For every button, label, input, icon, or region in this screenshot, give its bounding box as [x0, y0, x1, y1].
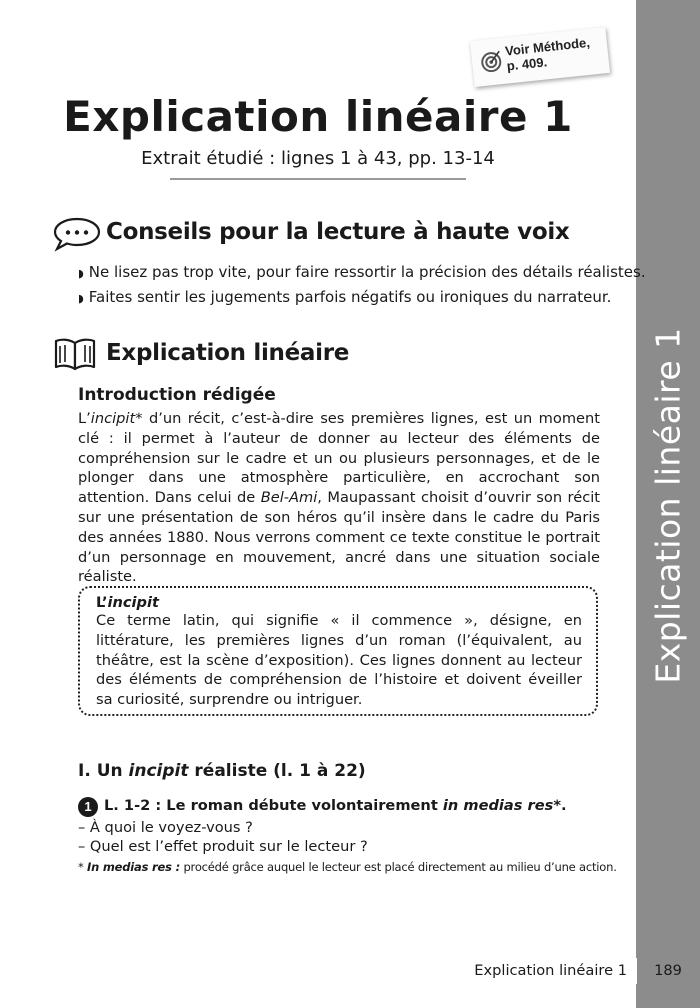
section-title-explication: Explication linéaire — [106, 340, 350, 366]
definition-heading-prefix: L’ — [96, 594, 108, 611]
part-heading — [78, 761, 366, 781]
footnote — [78, 860, 617, 874]
page-number: 189 — [654, 962, 682, 979]
question-number-badge: 1 — [78, 797, 98, 817]
bullet-text-2: Faites sentir les jugements parfois négatifs ou ironiques du narrateur. — [88, 288, 612, 306]
arrow-bullet-icon: ◗ — [78, 292, 84, 305]
bullet-item-1 — [78, 262, 646, 284]
definition-heading — [96, 594, 159, 611]
intro-em-incipit: incipit — [90, 410, 136, 427]
page-title: Explication linéaire 1 — [63, 92, 573, 141]
footer-label: Explication linéaire 1 — [474, 962, 627, 979]
target-icon — [479, 49, 503, 73]
question-title-end: *. — [553, 797, 567, 814]
question-sub-1: – À quoi le voyez-vous ? — [78, 819, 253, 836]
title-rule — [170, 178, 466, 180]
intro-em-belami: Bel-Ami — [260, 489, 318, 507]
side-title-text: Explication linéaire 1 — [648, 326, 688, 684]
arrow-bullet-icon: ◗ — [78, 267, 84, 280]
side-title — [636, 326, 700, 684]
question-title-em: in medias res — [442, 797, 554, 814]
definition-text: Ce terme latin, qui signifie « il commence », désigne, en littérature, les premières lignes d’un roman (l’équivalent, au théâtre, est la scène d’exposition). Ces lignes donnent au lecteur des éléments de compréhension de l’histoire et doivent éveiller sa curiosité, surprendre ou intriguer. — [96, 612, 582, 709]
intro-text-2: * d’un récit, c’est-à-dire ses premières lignes, est un moment clé : il permet à l’auteur de donner au lecteur des éléments de compréhension sur le cadre et un ou plusieurs personnages, et de le plonger dans une atmosphère particulière, en accrochant son attention. Dans celui de — [78, 410, 600, 507]
part-heading-prefix: I. Un — [78, 761, 129, 781]
intro-heading: Introduction rédigée — [78, 385, 276, 405]
footnote-star: * — [78, 860, 88, 874]
footnote-term: In medias res : — [87, 860, 180, 874]
method-note-line1: Voir Méthode, — [504, 34, 591, 59]
method-note — [470, 27, 610, 87]
part-heading-em: incipit — [128, 761, 189, 781]
bullet-text-1: Ne lisez pas trop vite, pour faire ressortir la précision des détails réalistes. — [88, 263, 646, 281]
intro-text-1: L’ — [78, 410, 91, 427]
method-note-line2: p. 409. — [505, 54, 548, 74]
method-note-text — [504, 35, 592, 74]
question-title — [104, 797, 567, 814]
bullet-item-2 — [78, 287, 611, 309]
question-title-text: L. 1-2 : Le roman débute volontairement — [104, 797, 443, 814]
definition-heading-em: incipit — [107, 594, 159, 611]
speech-bubble-icon — [52, 216, 102, 252]
page-subtitle: Extrait étudié : lignes 1 à 43, pp. 13-14 — [141, 148, 495, 169]
intro-paragraph — [78, 409, 600, 587]
part-heading-suffix: réaliste (l. 1 à 22) — [188, 761, 366, 781]
question-sub-2: – Quel est l’effet produit sur le lecteur ? — [78, 838, 368, 855]
open-book-icon — [52, 336, 98, 372]
footnote-definition: procédé grâce auquel le lecteur est placé directement au milieu d’une action. — [179, 860, 617, 874]
section-title-conseils: Conseils pour la lecture à haute voix — [106, 219, 570, 245]
intro-text-3: , Maupassant choisit d’ouvrir son récit sur une présentation de son héros qu’il insère dans le cadre du Paris des années 1880. Nous verrons comment ce texte constitue le portrait d’un personnage en mouvement, ancré dans une situation sociale réaliste. — [78, 489, 600, 586]
